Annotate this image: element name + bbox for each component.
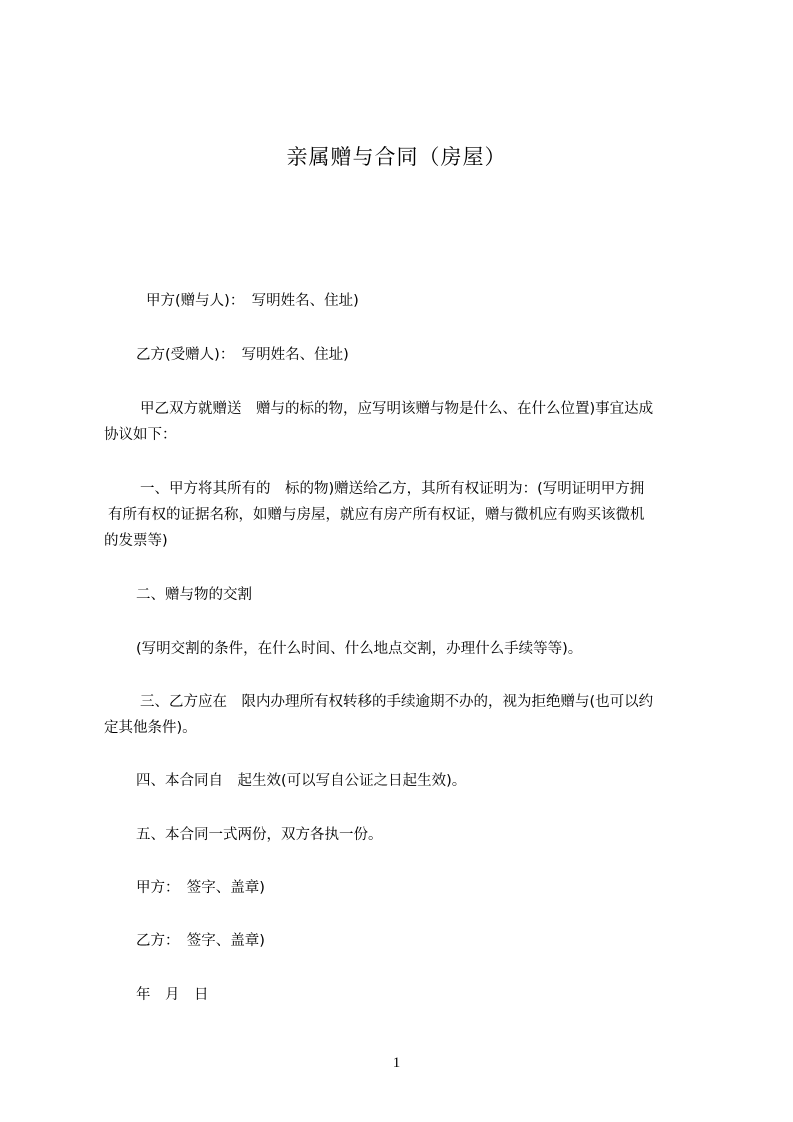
clause-1-line-2: 有所有权的证据名称，如赠与房屋，就应有房产所有权证，赠与微机应有购买该微机 <box>108 507 645 523</box>
signature-party-b: 乙方： 签字、盖章) <box>136 933 265 949</box>
clause-1-line-3: 的发票等) <box>104 533 168 549</box>
clause-5: 五、本合同一式两份，双方各执一份。 <box>136 827 383 843</box>
clause-3-line-1: 三、乙方应在 限内办理所有权转移的手续逾期不办的，视为拒绝赠与(也可以约 <box>140 694 654 710</box>
signature-party-a: 甲方： 签字、盖章) <box>136 880 265 896</box>
intro-line-1: 甲乙双方就赠送 赠与的标的物，应写明该赠与物是什么、在什么位置)事宜达成 <box>140 401 654 417</box>
clause-2-body: (写明交割的条件，在什么时间、什么地点交割，办理什么手续等等)。 <box>136 641 583 657</box>
clause-3-line-2: 定其他条件)。 <box>104 720 197 736</box>
party-a-line: 甲方(赠与人)： 写明姓名、住址) <box>146 293 359 309</box>
clause-2-title: 二、赠与物的交割 <box>136 587 252 603</box>
party-b-line: 乙方(受赠人)： 写明姓名、住址) <box>136 347 349 363</box>
intro-line-2: 协议如下： <box>104 427 177 443</box>
clause-1-line-1: 一、甲方将其所有的 标的物)赠送给乙方，其所有权证明为：(写明证明甲方拥 <box>140 481 645 497</box>
date-line: 年 月 日 <box>136 987 209 1003</box>
document-title: 亲属赠与合同（房屋） <box>286 145 507 169</box>
page-number: 1 <box>392 1055 401 1071</box>
clause-4: 四、本合同自 起生效(可以写自公证之日起生效)。 <box>136 773 467 789</box>
